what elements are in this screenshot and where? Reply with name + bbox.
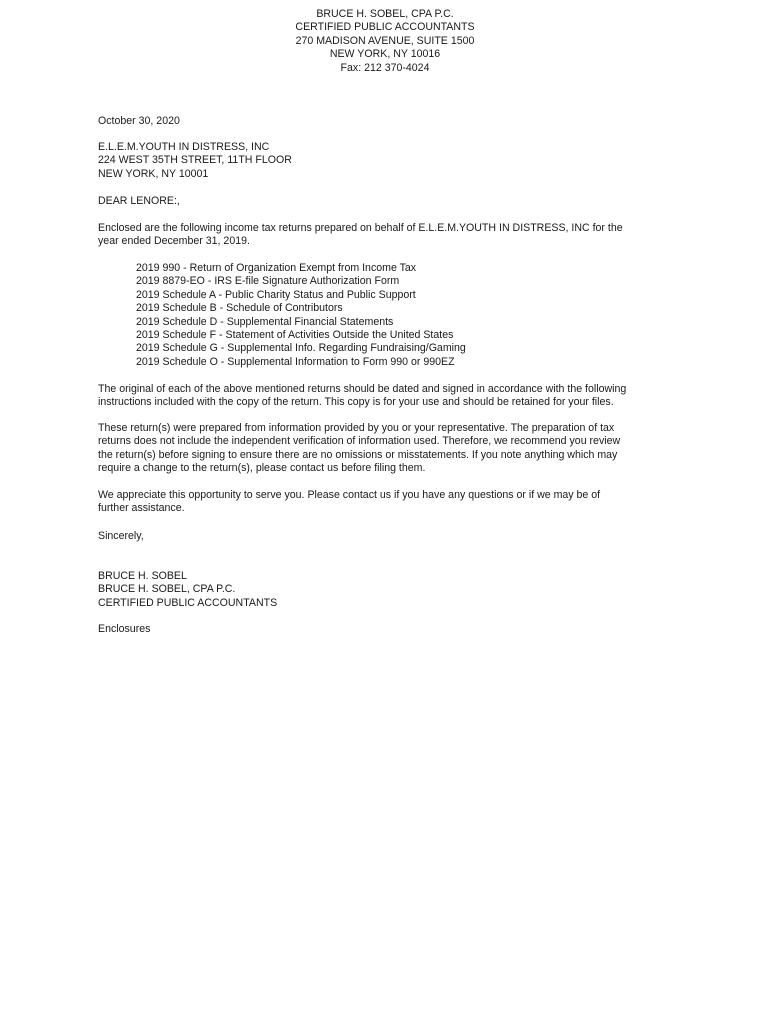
paragraph-original: The original of each of the above mentioned returns should be dated and signed in accordance with the following instructions included with the copy of the return. This copy is for your use and should be retained for your files. (98, 383, 627, 409)
enclosure-item: 2019 Schedule B - Schedule of Contributors (136, 302, 343, 315)
enclosure-item: 2019 8879-EO - IRS E-file Signature Authorization Form (136, 275, 400, 288)
intro-paragraph (98, 222, 668, 249)
letterhead-name: BRUCE H. SOBEL, CPA P.C. (316, 8, 454, 20)
letterhead (0, 8, 770, 75)
letterhead-fax: Fax: 212 370-4024 (340, 61, 430, 74)
enclosure-list (136, 262, 656, 369)
signature-firm: BRUCE H. SOBEL, CPA P.C. (98, 583, 236, 596)
signature-title: CERTIFIED PUBLIC ACCOUNTANTS (98, 596, 278, 609)
letterhead-firm: CERTIFIED PUBLIC ACCOUNTANTS (295, 21, 475, 34)
enclosure-item: 2019 Schedule G - Supplemental Info. Regarding Fundraising/Gaming (136, 342, 466, 355)
recipient-address (98, 141, 668, 181)
letterhead-address: 270 MADISON AVENUE, SUITE 1500 (295, 34, 475, 47)
enclosure-item: 2019 Schedule F - Statement of Activities Outside the United States (136, 329, 454, 342)
signature-name: BRUCE H. SOBEL (98, 570, 187, 582)
closing: Sincerely, (98, 530, 144, 542)
enclosure-item: 2019 Schedule D - Supplemental Financial Statements (136, 315, 394, 328)
paragraph-appreciate: We appreciate this opportunity to serve you. Please contact us if you have any questions or if we may be of further assistance. (98, 489, 601, 515)
recipient-name: E.L.E.M.YOUTH IN DISTRESS, INC (98, 141, 270, 153)
recipient-city: NEW YORK, NY 10001 (98, 167, 209, 180)
salutation: DEAR LENORE:, (98, 195, 180, 207)
paragraph-prepared: These return(s) were prepared from information provided by you or your representative. The preparation of tax returns does not include the independent verification of information used. Therefore, we recommend you review the return(s) before signing to ensure there are no omissions or misstatements. If you note anything which may require a change to the return(s), please contact us before filing them. (98, 422, 621, 475)
enclosure-item: 2019 Schedule A - Public Charity Status and Public Support (136, 288, 416, 301)
enclosures-label: Enclosures (98, 623, 151, 635)
enclosure-item: 2019 Schedule O - Supplemental Information to Form 990 or 990EZ (136, 355, 455, 368)
recipient-street: 224 WEST 35TH STREET, 11TH FLOOR (98, 154, 292, 167)
letter-date: October 30, 2020 (98, 115, 180, 127)
signature-block (98, 570, 668, 610)
intro-line: year ended December 31, 2019. (98, 235, 250, 248)
intro-line: Enclosed are the following income tax returns prepared on behalf of E.L.E.M.YOUTH IN DISTRESS, INC for the (98, 222, 623, 234)
enclosure-item: 2019 990 - Return of Organization Exempt from Income Tax (136, 262, 417, 274)
letterhead-city: NEW YORK, NY 10016 (329, 48, 441, 61)
